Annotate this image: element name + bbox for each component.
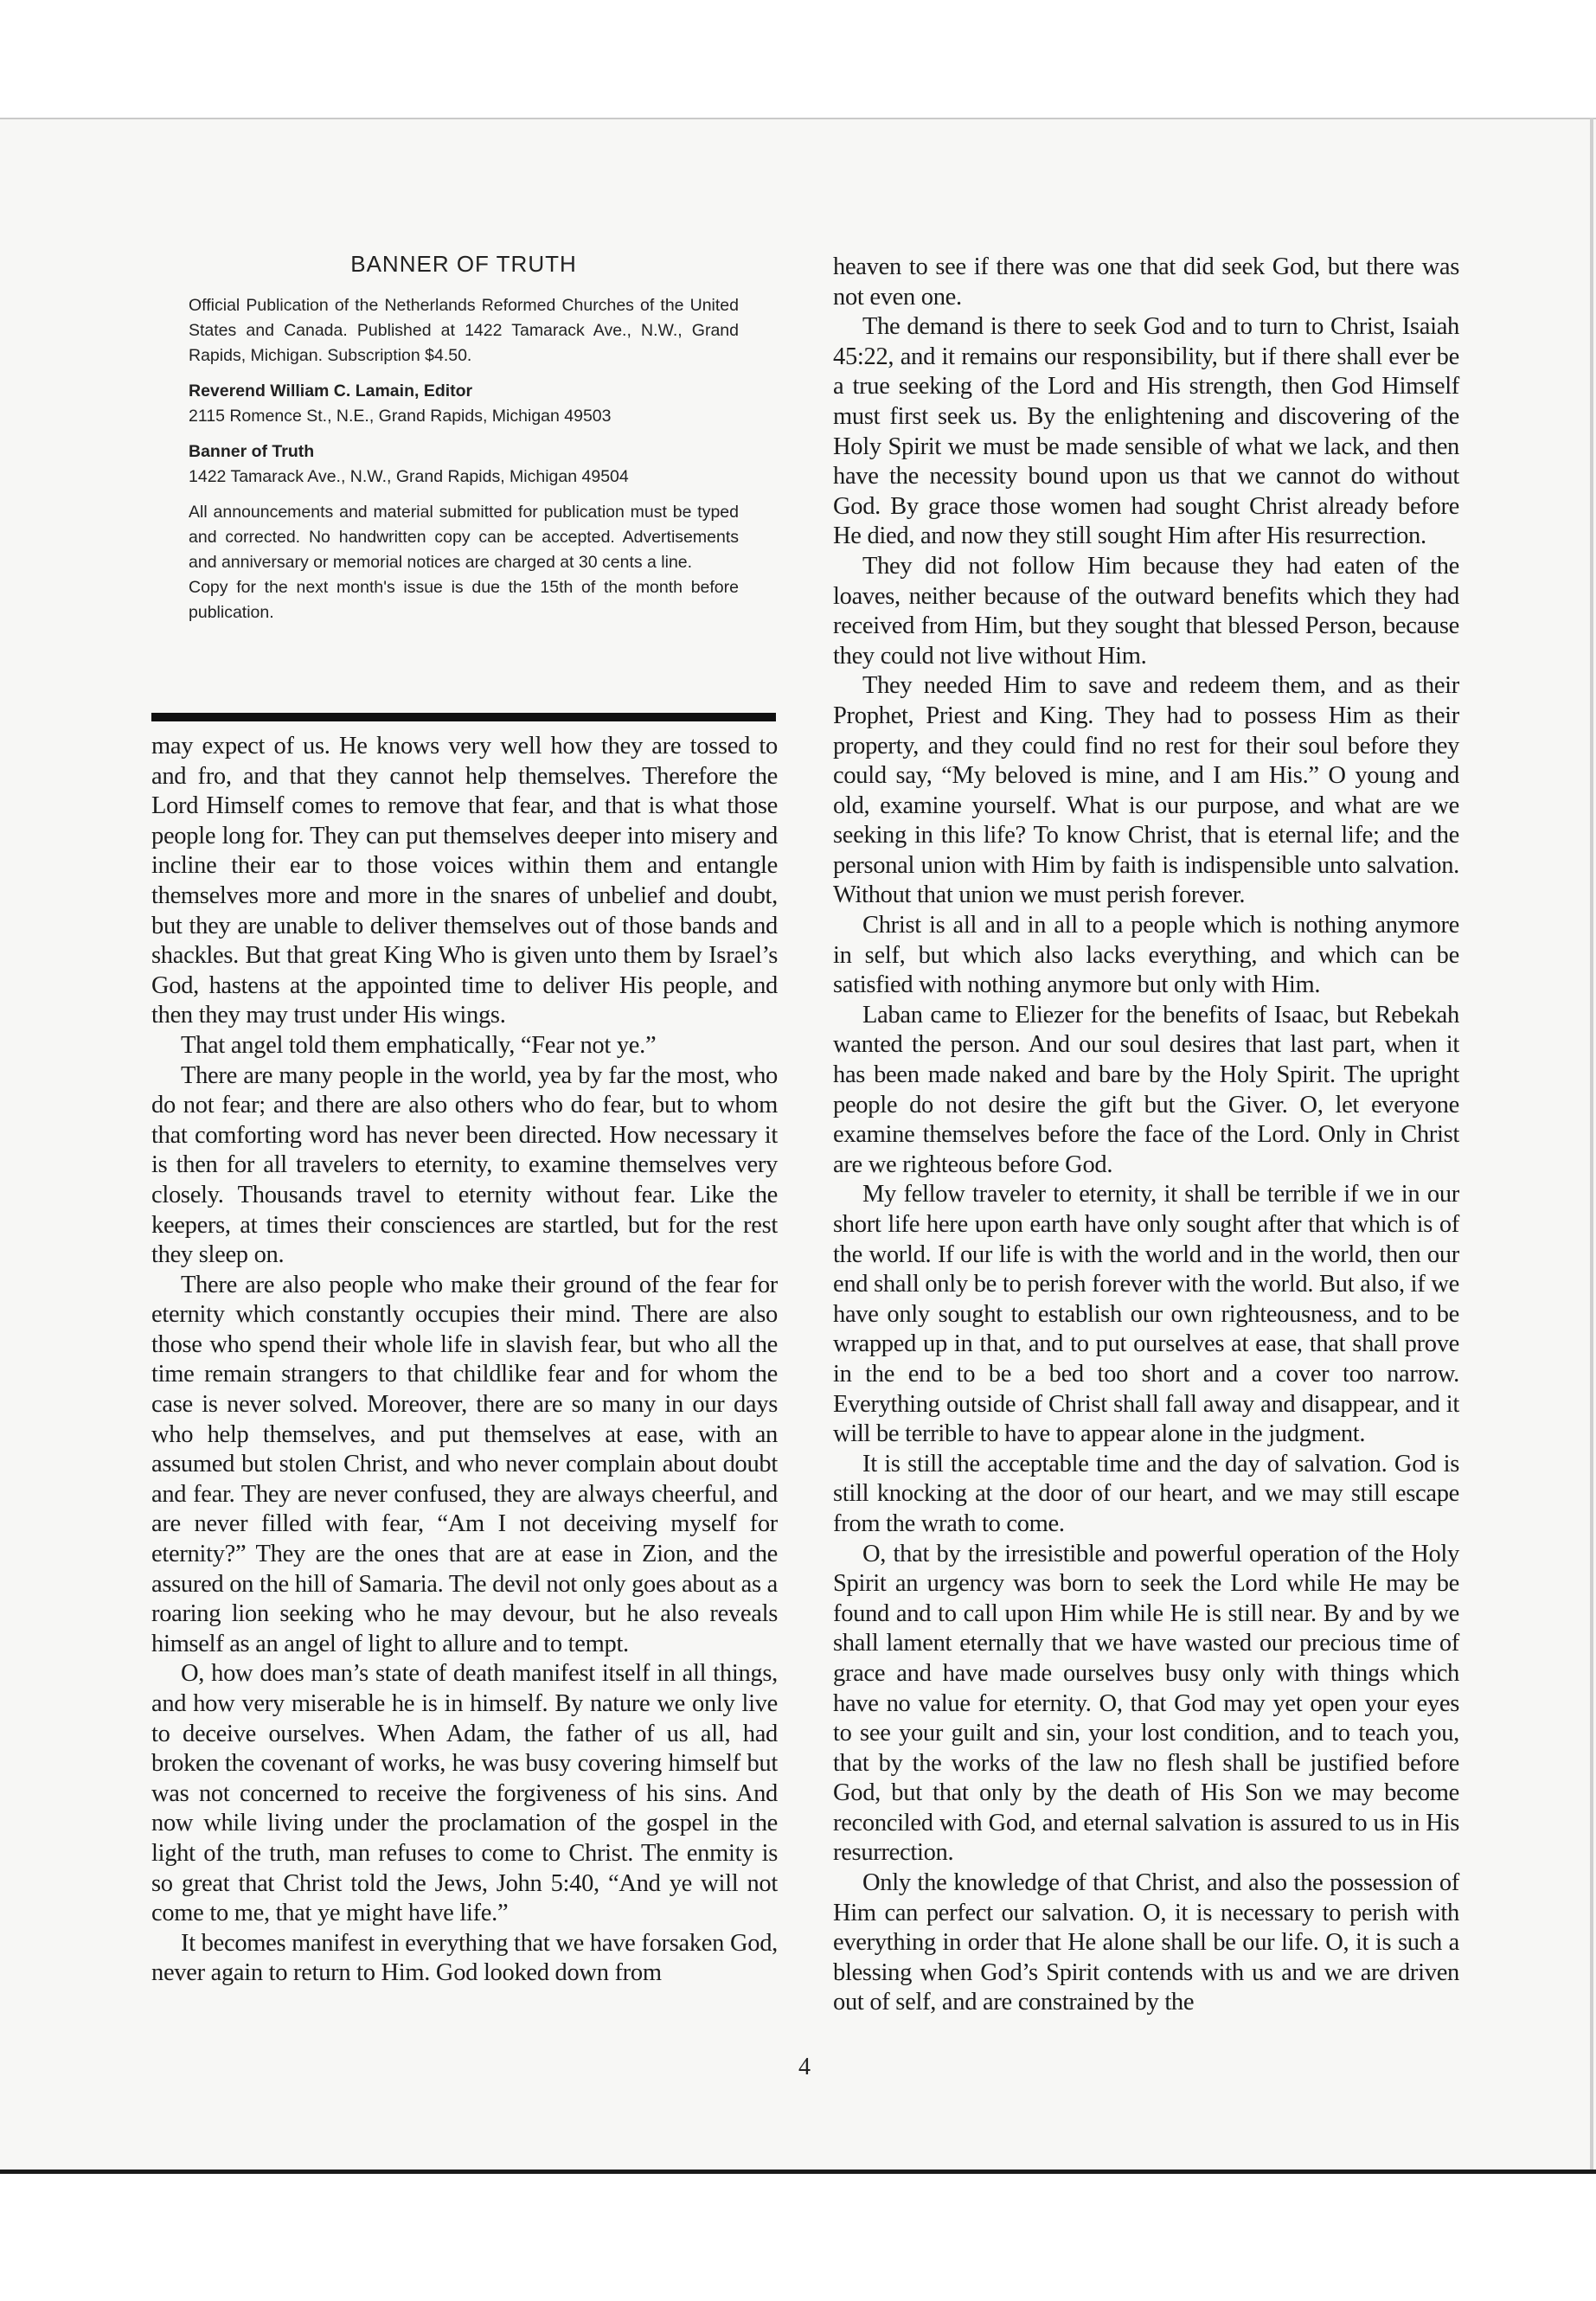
office-name: Banner of Truth xyxy=(189,442,315,461)
masthead-title: BANNER OF TRUTH xyxy=(350,251,577,277)
paragraph: heaven to see if there was one that did seek God, but there was not even one. xyxy=(833,253,1459,311)
editor-name: Reverend William C. Lamain, Editor xyxy=(189,381,473,401)
editor-address: 2115 Romence St., N.E., Grand Rapids, Michigan 49503 xyxy=(189,407,612,426)
paragraph: There are also people who make their ground of the fear for eternity which constantly occupies their mind. There are also those who spend their whole life in slavish fear, but who all the time remain strangers to that childlike fear and for whom the case is never solved. Moreover, there are so many in our days who help themselves, and put themselves at ease, with an assumed but stolen Christ, and who never complain about doubt and fear. They are never confused, they are always cheerful, and are never filled with fear, “Am I not deceiving myself for eternity?” They are the ones that are at ease in Zion, and the assured on the hill of Samaria. The devil not only goes about as a roaring lion seeking who he may devour, but he also reveals himself as an angel of light to allure and to tempt. xyxy=(151,1271,778,1657)
paragraph: It is still the acceptable time and the day of salvation. God is still knocking at the door of our heart, and we may still escape from the wrath to come. xyxy=(833,1450,1459,1537)
paragraph: Only the knowledge of that Christ, and also the possession of Him can perfect our salvation. O, it is necessary to perish with everything in order that He alone shall be our life. O, it is such a blessing when God’s Spirit contends with us and we are driven out of self, and are constrained by the xyxy=(833,1869,1459,2016)
office-block xyxy=(189,439,739,490)
left-column xyxy=(151,732,778,1989)
paragraph: O, that by the irresistible and powerful operation of the Holy Spirit an urgency was born to seek the Lord while He may be found and to call upon Him while He is still near. By and by we shall lament eternally that we have wasted our precious time of grace and have made ourselves busy only with things which have no value for eternity. O, that God may yet open your eyes to see your guilt and sin, your lost condition, and to teach you, that by the works of the law no flesh shall be justified before God, but that only by the death of His Son we may become reconciled with God, and eternal salvation is assured to us in His resurrection. xyxy=(833,1540,1459,1867)
paragraph: The demand is there to seek God and to turn to Christ, Isaiah 45:22, and it remains our responsibility, but if there shall ever be a true seeking of the Lord and His strength, then God Himself must first seek us. By the enlightening and discovering of the Holy Spirit we must be made sensible of what we lack, and then have the necessity bound upon us that we cannot do without God. By grace those women had sought Christ already before He died, and now they still sought Him after His resurrection. xyxy=(833,313,1459,550)
masthead-divider xyxy=(151,713,776,721)
submission-notice: All announcements and material submitted for publication must be typed and corrected. No handwritten copy can be accepted. Advertisements and anniversary or memorial notices are charged at 30 cents a line. xyxy=(189,503,739,572)
editor-block xyxy=(189,379,739,429)
deadline-notice: Copy for the next month's issue is due the 15th of the month before publication. xyxy=(189,578,739,622)
paragraph: may expect of us. He knows very well how they are tossed to and fro, and that they cannot help themselves. Therefore the Lord Himself comes to remove that fear, and that is what those people long for. They can put themselves deeper into misery and incline their ear to those voices within them and entangle themselves more and more in the snares of unbelief and doubt, but they are unable to deliver themselves out of those bands and shackles. But that great King Who is given unto them by Israel’s God, hastens at the appointed time to deliver His people, and then they may trust under His wings. xyxy=(151,733,778,1029)
paragraph: There are many people in the world, yea by far the most, who do not fear; and there are also others who do fear, but to whom that comforting word has never been directed. How necessary it is then for all travelers to eternity, to examine themselves very closely. Thousands travel to eternity without fear. Like the keepers, at times their consciences are startled, but for the rest they sleep on. xyxy=(151,1061,778,1269)
masthead xyxy=(189,251,739,636)
paragraph: Christ is all and in all to a people which is nothing anymore in self, but which also lacks everything, and which can be satisfied with nothing anymore but only with Him. xyxy=(833,912,1459,999)
paragraph: It becomes manifest in everything that we have forsaken God, never again to return to Him. God looked down from xyxy=(151,1929,778,1987)
paragraph: They needed Him to save and redeem them, and as their Prophet, Priest and King. They had to possess Him as their property, and they could find no rest for their soul before they could say, “My beloved is mine, and I am His.” O young and old, examine yourself. What is our purpose, and what are we seeking in this life? To know Christ, that is eternal life; and the personal union with Him by faith is indispensible unto salvation. Without that union we must perish forever. xyxy=(833,672,1459,909)
office-address: 1422 Tamarack Ave., N.W., Grand Rapids, Michigan 49504 xyxy=(189,467,629,486)
paragraph: My fellow traveler to eternity, it shall be terrible if we in our short life here upon earth have only sought after that which is of the world. If our life is with the world and in the world, then our end shall only be to perish forever with the world. But also, if we have only sought to establish our own righteousness, and to be wrapped up in that, and to put ourselves at ease, that shall prove in the end to be a bed too short and a cover too narrow. Everything outside of Christ shall fall away and disappear, and it will be terrible to have to appear alone in the judgment. xyxy=(833,1181,1459,1448)
page-number: 4 xyxy=(798,2054,811,2080)
page-edge xyxy=(1590,118,1593,2173)
paragraph: Laban came to Eliezer for the benefits of Isaac, but Rebekah wanted the person. And our soul desires that last part, when it has been made naked and bare by the Holy Spirit. The upright people do not desire the gift but the Giver. O, let everyone examine themselves before the face of the Lord. Only in Christ are we righteous before God. xyxy=(833,1001,1459,1178)
paragraph: That angel told them emphatically, “Fear not ye.” xyxy=(181,1031,657,1059)
right-column xyxy=(833,253,1459,2018)
bottom-border xyxy=(0,2170,1596,2174)
paragraph: O, how does man’s state of death manifest itself in all things, and how very miserable he is in himself. By nature we only live to deceive ourselves. When Adam, the father of us all, had broken the covenant of works, he was busy covering himself but was not concerned to receive the forgiveness of his sins. And now while living under the proclamation of the gospel in the light of the truth, man refuses to come to Christ. The enmity is so great that Christ told the Jews, John 5:40, “And ye will not come to me, that ye might have life.” xyxy=(151,1660,778,1927)
paragraph: They did not follow Him because they had eaten of the loaves, neither because of the outward benefits which they had received from Him, but they sought that blessed Person, because they could not live without Him. xyxy=(833,552,1459,670)
masthead-description: Official Publication of the Netherlands Reformed Churches of the United States and Canada. Published at 1422 Tamarack Ave., N.W., Grand Rapids, Michigan. Subscription $4.50. xyxy=(189,296,739,365)
